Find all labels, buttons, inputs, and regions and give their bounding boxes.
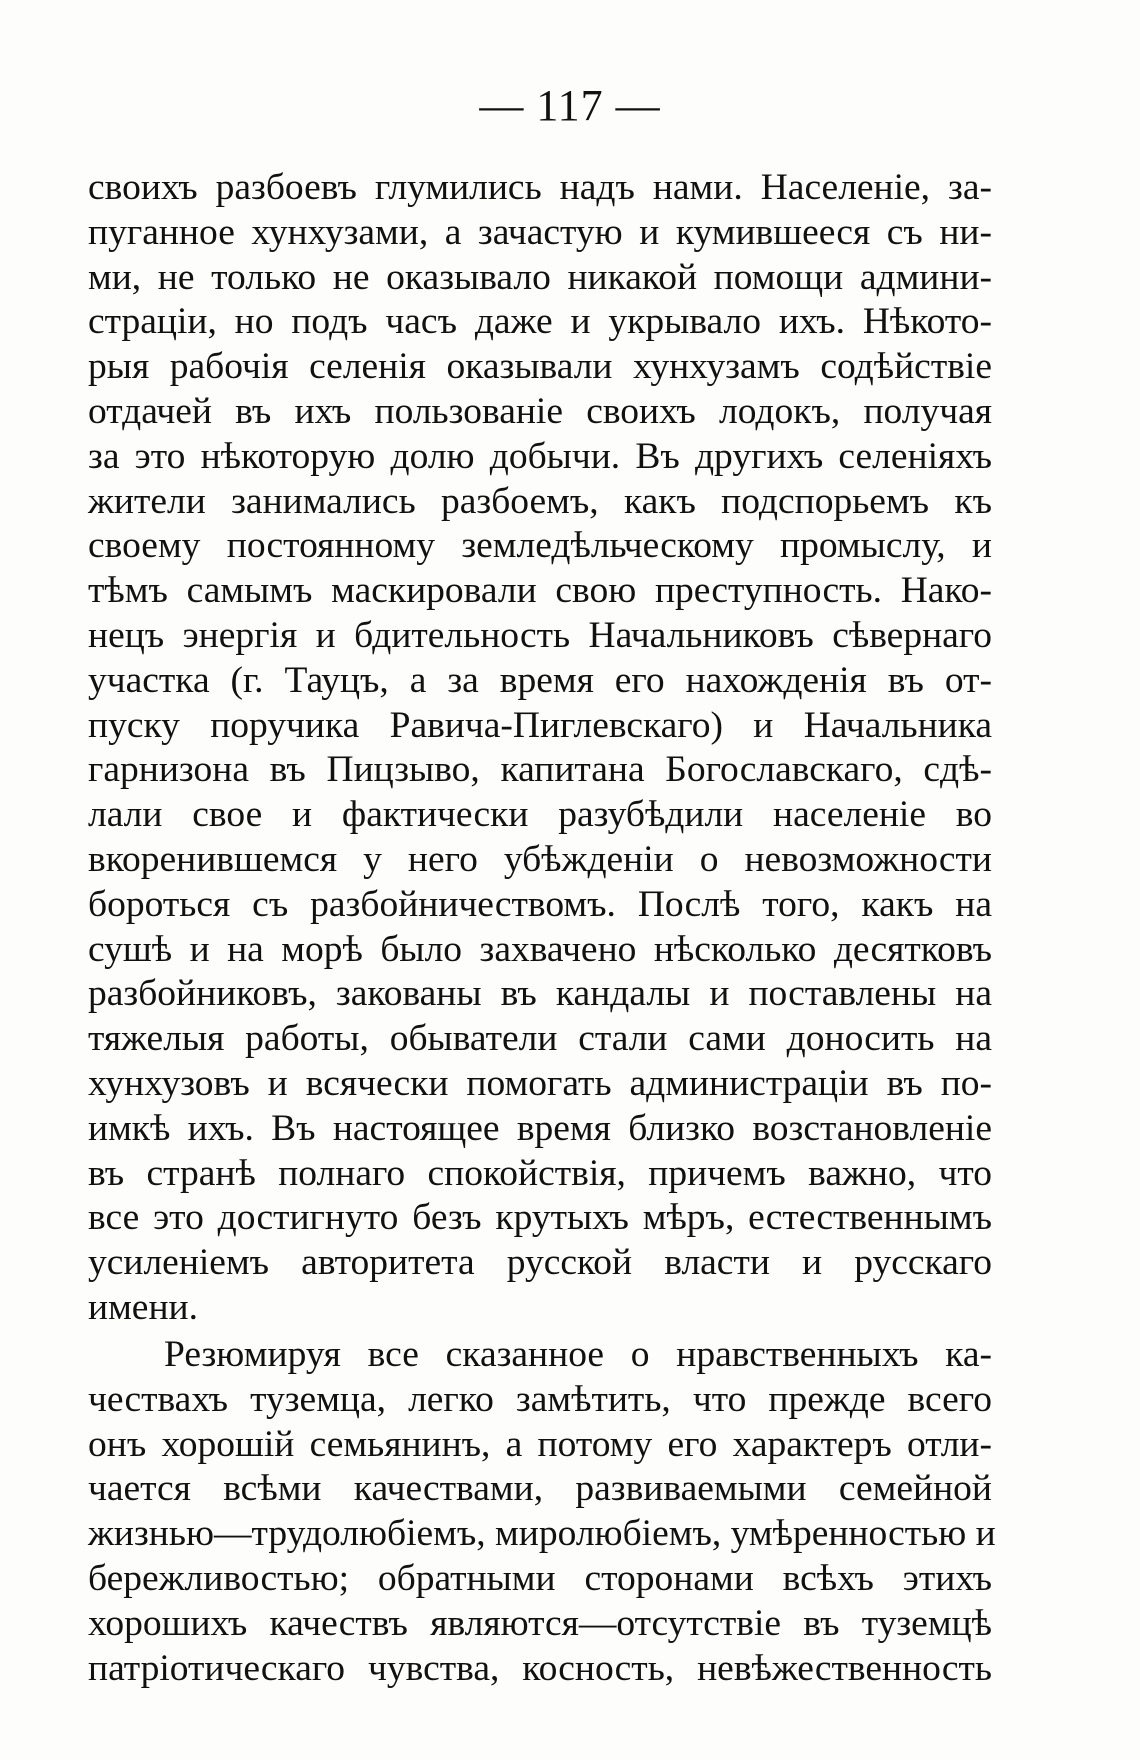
text-line: ми, не только не оказывало никакой помощи админи-	[88, 256, 992, 298]
text-line: лали свое и фактически разубѣдили населеніе во	[88, 794, 992, 836]
text-line: страціи, но подъ часъ даже и укрывало ихъ. Нѣкото-	[88, 301, 992, 343]
paragraph-1	[88, 166, 992, 1331]
text-line: имкѣ ихъ. Въ настоящее время близко возстановленіе	[88, 1107, 992, 1149]
text-line: Резюмируя все сказанное о нравственныхъ ка-	[164, 1334, 992, 1375]
text-line: пуску поручика Равича-Пиглевскаго) и Начальника	[88, 704, 992, 746]
text-line: разбойниковъ, закованы въ кандалы и поставлены на	[88, 973, 992, 1015]
text-line: нецъ энергія и бдительность Начальниковъ сѣвернаго	[88, 614, 992, 656]
text-line: имени.	[88, 1286, 198, 1328]
text-line: усиленіемъ авторитета русской власти и русскаго	[88, 1242, 992, 1284]
text-line: хунхузовъ и всячески помогать администраціи въ по-	[88, 1062, 992, 1104]
text-line: вкоренившемся у него убѣжденіи о невозможности	[88, 838, 992, 880]
text-line: тѣмъ самымъ маскировали свою преступность. Нако-	[88, 570, 992, 612]
text-line: жители занимались разбоемъ, какъ подспорьемъ къ	[88, 480, 992, 522]
text-line: участка (г. Тауцъ, а за время его нахожденія въ от-	[88, 659, 992, 701]
text-line: своихъ разбоевъ глумились надъ нами. Населеніе, за-	[88, 167, 992, 208]
text-line: гарнизона въ Пицзыво, капитана Богославскаго, сдѣ-	[88, 749, 992, 791]
text-line: сушѣ и на морѣ было захвачено нѣсколько десятковъ	[88, 928, 992, 970]
text-line: тяжелыя работы, обыватели стали сами доносить на	[88, 1018, 992, 1060]
text-line: въ странѣ полнаго спокойствія, причемъ важно, что	[88, 1152, 992, 1194]
text-line: чествахъ туземца, легко замѣтить, что прежде всего	[88, 1378, 992, 1420]
text-line: чается всѣми качествами, развиваемыми семейной	[88, 1468, 992, 1510]
page-number: — 117 —	[479, 81, 661, 130]
text-line: рыя рабочія селенія оказывали хунхузамъ содѣйствіе	[88, 346, 992, 388]
text-line: отдачей въ ихъ пользованіе своихъ лодокъ, получая	[88, 390, 992, 432]
text-line: бороться съ разбойничествомъ. Послѣ того, какъ на	[88, 883, 992, 925]
text-line: патріотическаго чувства, косность, невѣжественность	[88, 1647, 992, 1689]
text-line: все это достигнуто безъ крутыхъ мѣръ, естественнымъ	[88, 1197, 992, 1239]
text-line: хорошихъ качествъ являются—отсутствіе въ туземцѣ	[88, 1602, 992, 1644]
text-line: пуганное хунхузами, а зачастую и кумившееся съ ни-	[88, 211, 992, 253]
text-line: своему постоянному земледѣльческому промыслу, и	[88, 525, 992, 567]
text-line: за это нѣкоторую долю добычи. Въ другихъ селеніяхъ	[88, 435, 992, 477]
text-line: онъ хорошій семьянинъ, а потому его характеръ отли-	[88, 1423, 992, 1465]
text-line: бережливостью; обратными сторонами всѣхъ этихъ	[88, 1557, 992, 1599]
text-line: жизнью—трудолюбіемъ, миролюбіемъ, умѣренностью и	[88, 1513, 996, 1555]
paragraph-2	[88, 1333, 996, 1691]
